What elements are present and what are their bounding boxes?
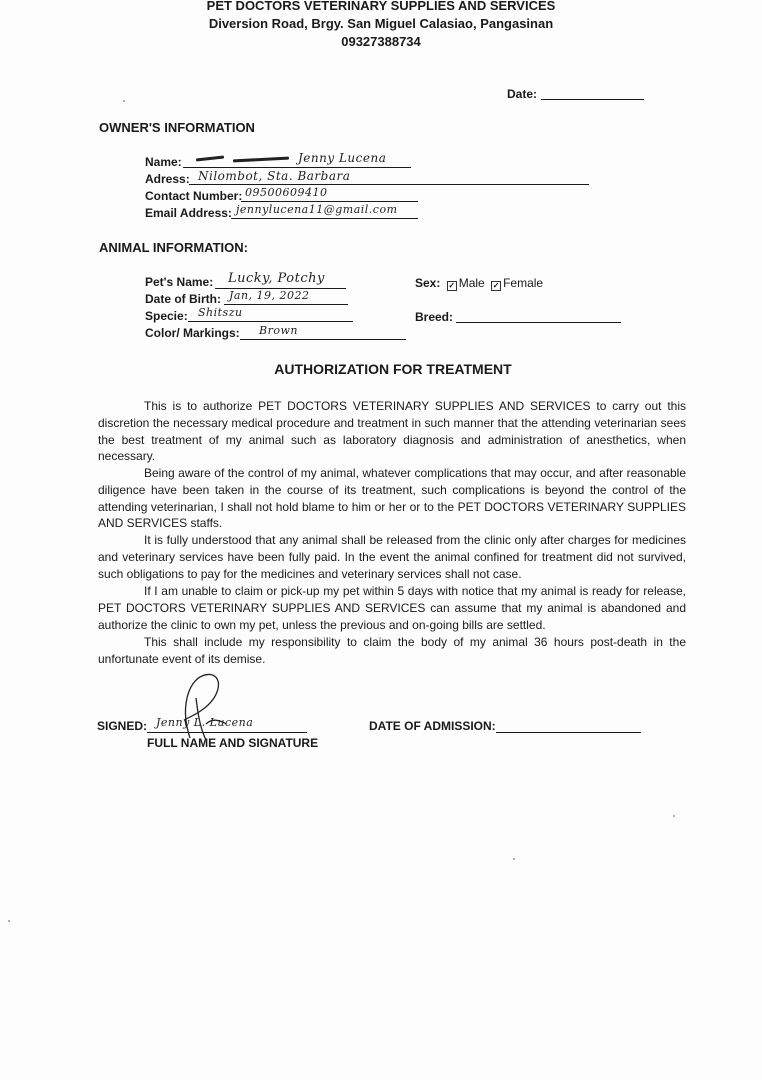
company-name: PET DOCTORS VETERINARY SUPPLIES AND SERVICES <box>206 0 556 13</box>
male-label: Male <box>458 276 485 290</box>
company-phone: 09327388734 <box>341 34 421 49</box>
female-checkbox[interactable]: ✓ <box>492 281 500 290</box>
color-value: Brown <box>259 324 298 337</box>
owner-name-label: Name: <box>145 155 182 169</box>
color-line[interactable] <box>240 339 406 340</box>
pet-name-value: Lucky, Potchy <box>228 271 325 286</box>
specie-value: Shitszu <box>198 306 243 319</box>
owner-address-value: Nilombot, Sta. Barbara <box>198 169 351 183</box>
admission-date-line[interactable] <box>496 732 641 733</box>
scan-speck <box>8 920 10 922</box>
date-line[interactable] <box>541 99 644 100</box>
male-checkbox[interactable]: ✓ <box>448 281 456 290</box>
dob-line[interactable] <box>224 304 348 305</box>
admission-date-label: DATE OF ADMISSION: <box>369 719 496 733</box>
animal-section-title: ANIMAL INFORMATION: <box>99 240 248 255</box>
sex-label: Sex: <box>415 276 441 290</box>
breed-label: Breed: <box>415 310 454 324</box>
sex-field <box>415 276 543 291</box>
crossed-out-text <box>196 156 224 162</box>
breed-line[interactable] <box>456 322 621 323</box>
signed-label: SIGNED: <box>97 719 148 733</box>
authorization-paragraph-2: Being aware of the control of my animal, whatever complications that may occur, and after reasonable diligence have been taken in the course of its treatment, such complications is beyond the control of the attending veterinarian, I shall not hold blame to him or her or to the PET DOCTORS VETERINARY SUPPLIES AND SERVICES staffs. <box>98 466 686 531</box>
email-label: Email Address: <box>145 206 232 220</box>
specie-line[interactable] <box>188 321 353 322</box>
signed-value: Jenny L. Lucena <box>156 716 254 729</box>
authorization-title: AUTHORIZATION FOR TREATMENT <box>274 361 512 377</box>
owner-address-label: Adress: <box>145 172 190 186</box>
email-line[interactable] <box>231 218 418 219</box>
email-value: jennylucena11@gmail.com <box>236 203 398 216</box>
authorization-paragraph-1: This is to authorize PET DOCTORS VETERINARY SUPPLIES AND SERVICES to carry out this discretion the necessary medical procedure and treatment in such manner that the attending veterinarian sees the best treatment of my animal such as laboratory diagnosis and administration of anesthetics, when necessary. <box>98 399 686 464</box>
pet-name-label: Pet's Name: <box>145 275 214 289</box>
dob-label: Date of Birth: <box>145 292 221 306</box>
female-label: Female <box>503 276 544 290</box>
authorization-paragraph-5: This shall include my responsibility to claim the body of my animal 36 hours post-death in the unfortunate event of its demise. <box>98 635 686 666</box>
owner-section-title: OWNER'S INFORMATION <box>99 120 255 135</box>
color-label: Color/ Markings: <box>145 326 240 340</box>
specie-label: Specie: <box>145 309 188 323</box>
signature-caption: FULL NAME AND SIGNATURE <box>147 736 319 750</box>
owner-name-value: Jenny Lucena <box>298 151 387 165</box>
contact-number-value: 09500609410 <box>245 186 328 199</box>
company-address: Diversion Road, Brgy. San Miguel Calasiao, Pangasinan <box>208 16 554 31</box>
authorization-paragraph-4: If I am unable to claim or pick-up my pet within 5 days with notice that my animal is ready for release, PET DOCTORS VETERINARY SUPPLIES AND SERVICES can assume that my animal is abandoned and authorize the clinic to own my pet, unless the previous and on-going bills are settled. <box>98 584 686 632</box>
date-label: Date: <box>507 87 538 101</box>
contact-number-line[interactable] <box>241 201 418 202</box>
scan-speck <box>123 100 125 102</box>
scan-speck <box>673 815 675 817</box>
authorization-paragraph-3: It is fully understood that any animal shall be released from the clinic only after charges for medicines and veterinary services have been fully paid. In the event the animal confined for treatment did not survived, such obligations to pay for the medicines and veterinary services shall not case. <box>98 533 686 581</box>
scan-speck <box>513 858 515 860</box>
crossed-out-text <box>233 157 289 163</box>
contact-number-label: Contact Number: <box>145 189 243 203</box>
dob-value: Jan, 19, 2022 <box>229 289 310 302</box>
owner-name-line[interactable] <box>183 167 411 168</box>
owner-address-line[interactable] <box>189 184 589 185</box>
